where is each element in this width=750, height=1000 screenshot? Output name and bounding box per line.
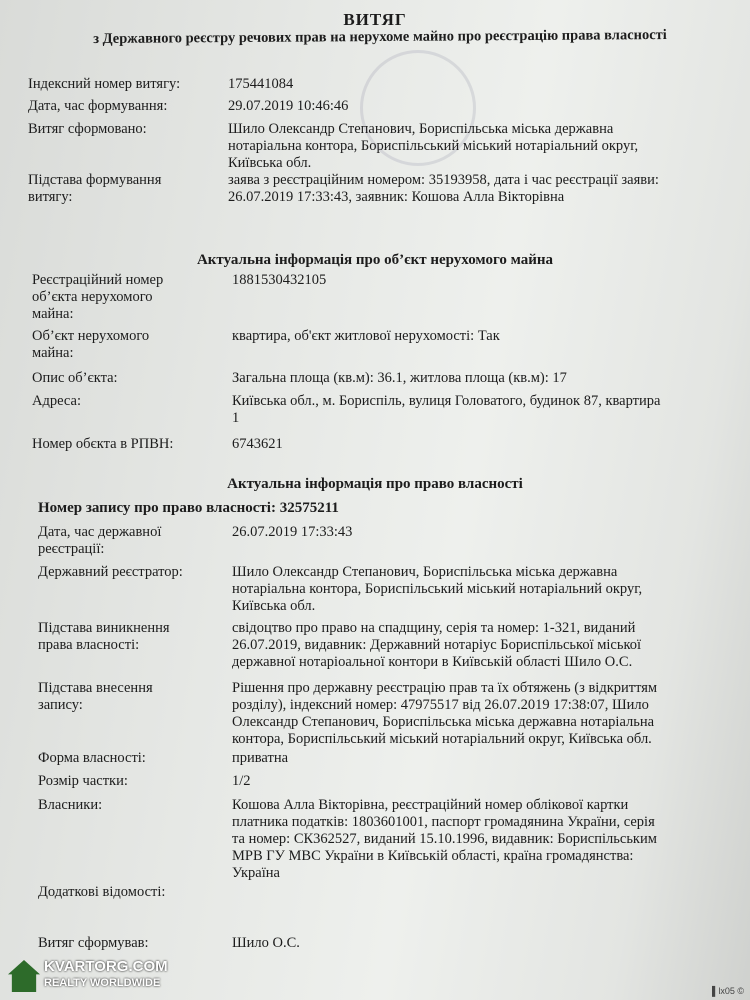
document-subtitle: з Державного реєстру речових прав на нерухоме майно про реєстрацію права власності (93, 26, 667, 48)
field-value: 1881530432105 (232, 272, 327, 288)
corner-text: ▌lx05 © (711, 986, 744, 996)
field-value: свідоцтво про право на спадщину, серія та номер: 1-321, виданий 26.07.2019, видавник: Державний нотаріус Бориспільської міської державної нотаріоальної контори в Київській області Шило О.С. (232, 620, 642, 670)
field-value: Кошова Алла Вікторівна, реєстраційний номер облікової картки платника податків: 1803601001, паспорт громадянина України, серія та номер: СК362527, виданий 15.10.1996, видавник: Бориспільським МРВ ГУ МВС України в Київській області, країна громадянства: Україна (232, 797, 657, 881)
field-label: Дата, час державної реєстрації: (38, 524, 162, 557)
house-icon (8, 960, 40, 992)
field-value: 175441084 (228, 76, 294, 92)
field-label: Розмір частки: (38, 773, 128, 789)
field-value: 29.07.2019 10:46:46 (228, 98, 349, 114)
watermark-line1: KVARTORG.COM (44, 958, 168, 975)
field-label: Підстава внесення запису: (38, 680, 153, 713)
field-label: Номер обєкта в РПВН: (32, 436, 174, 452)
field-label: Підстава формування витягу: (28, 172, 162, 205)
field-value: 6743621 (232, 436, 283, 452)
field-value: квартира, об'єкт житлової нерухомості: Так (232, 328, 500, 344)
field-label: Витяг сформовано: (28, 121, 147, 137)
field-value: Шило Олександр Степанович, Бориспільська міська державна нотаріальна контора, Бориспільський міський нотаріальний округ, Київська обл. (228, 121, 639, 171)
field-value: Київська обл., м. Бориспіль, вулиця Головатого, будинок 87, квартира 1 (232, 393, 661, 426)
field-label: Витяг сформував: (38, 935, 149, 951)
field-value: Шило Олександр Степанович, Бориспільська міська державна нотаріальна контора, Бориспільський міський нотаріальний округ, Київська обл. (232, 564, 643, 614)
field-label: Опис об’єкта: (32, 370, 118, 386)
object-section-heading: Актуальна інформація про об’єкт нерухомого майна (196, 252, 554, 268)
record-number-label: Номер запису про право власності: 32575211 (38, 500, 339, 516)
field-value: Загальна площа (кв.м): 36.1, житлова площа (кв.м): 17 (232, 370, 567, 386)
field-label: Додаткові відомості: (38, 884, 166, 900)
field-value: заява з реєстраційним номером: 35193958, дата і час реєстрації заяви: 26.07.2019 17:33:43, заявник: Кошова Алла Вікторівна (228, 172, 659, 205)
field-value: 1/2 (232, 773, 251, 789)
field-label: Індексний номер витягу: (28, 76, 181, 92)
field-label: Державний реєстратор: (38, 564, 183, 580)
watermark-line2: REALTY WORLDWIDE (44, 977, 161, 989)
field-label: Адреса: (32, 393, 81, 409)
watermark (8, 958, 188, 996)
field-value: Шило О.С. (232, 935, 300, 951)
field-label: Реєстраційний номер об’єкта нерухомого майна: (32, 272, 164, 322)
document-title: ВИТЯГ (343, 10, 407, 29)
rights-section-heading: Актуальна інформація про право власності (227, 476, 523, 492)
field-value: приватна (232, 750, 289, 766)
field-label: Власники: (38, 797, 103, 813)
field-label: Дата, час формування: (28, 98, 168, 114)
field-label: Об’єкт нерухомого майна: (32, 328, 150, 361)
field-value: Рішення про державну реєстрацію прав та їх обтяжень (з відкриттям розділу), індексний номер: 47975517 від 26.07.2019 17:38:07, Шило Олександр Степанович, Бориспільська міська державна нотаріальна контора, Бориспільський міський нотаріальний округ, Київська обл. (232, 680, 658, 747)
field-label: Форма власності: (38, 750, 146, 766)
field-label: Підстава виникнення права власності: (38, 620, 170, 653)
field-value: 26.07.2019 17:33:43 (232, 524, 353, 540)
